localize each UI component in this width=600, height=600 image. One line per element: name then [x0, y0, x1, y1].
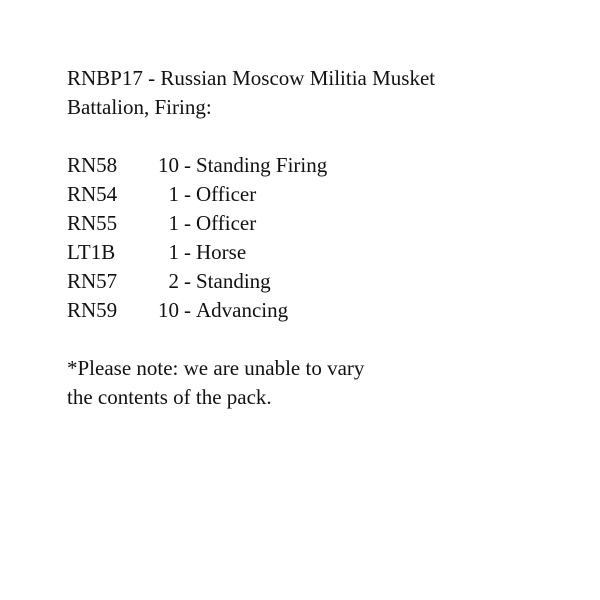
item-quantity: 2	[168, 269, 179, 293]
item-description: Standing Firing	[196, 153, 328, 177]
list-item	[67, 209, 547, 238]
item-code: RN57	[67, 269, 118, 293]
item-separator: -	[184, 298, 191, 322]
pack-title-line-1: RNBP17 - Russian Moscow Militia Musket	[67, 66, 436, 90]
item-quantity: 1	[168, 240, 179, 264]
item-quantity: 1	[168, 182, 179, 206]
pack-title	[67, 64, 547, 122]
item-separator: -	[184, 153, 191, 177]
item-code: RN55	[67, 211, 118, 235]
pack-contents-list	[67, 151, 547, 325]
pack-note-line-2: the contents of the pack.	[67, 385, 272, 409]
pack-note-line-1: *Please note: we are unable to vary	[67, 356, 365, 380]
item-code: LT1B	[67, 240, 116, 264]
pack-title-line-2: Battalion, Firing:	[67, 95, 212, 119]
item-separator: -	[184, 211, 191, 235]
list-item	[67, 267, 547, 296]
pack-description	[67, 64, 547, 412]
item-description: Officer	[196, 182, 257, 206]
item-description: Advancing	[196, 298, 289, 322]
item-code: RN58	[67, 153, 118, 177]
list-item	[67, 151, 547, 180]
item-quantity: 1	[168, 211, 179, 235]
list-item	[67, 238, 547, 267]
item-description: Standing	[196, 269, 271, 293]
item-separator: -	[184, 269, 191, 293]
item-quantity: 10	[158, 298, 179, 322]
list-item	[67, 180, 547, 209]
item-separator: -	[184, 240, 191, 264]
pack-note	[67, 354, 547, 412]
item-code: RN59	[67, 298, 118, 322]
item-separator: -	[184, 182, 191, 206]
item-description: Officer	[196, 211, 257, 235]
item-description: Horse	[196, 240, 247, 264]
item-quantity: 10	[158, 153, 179, 177]
list-item	[67, 296, 547, 325]
item-code: RN54	[67, 182, 118, 206]
